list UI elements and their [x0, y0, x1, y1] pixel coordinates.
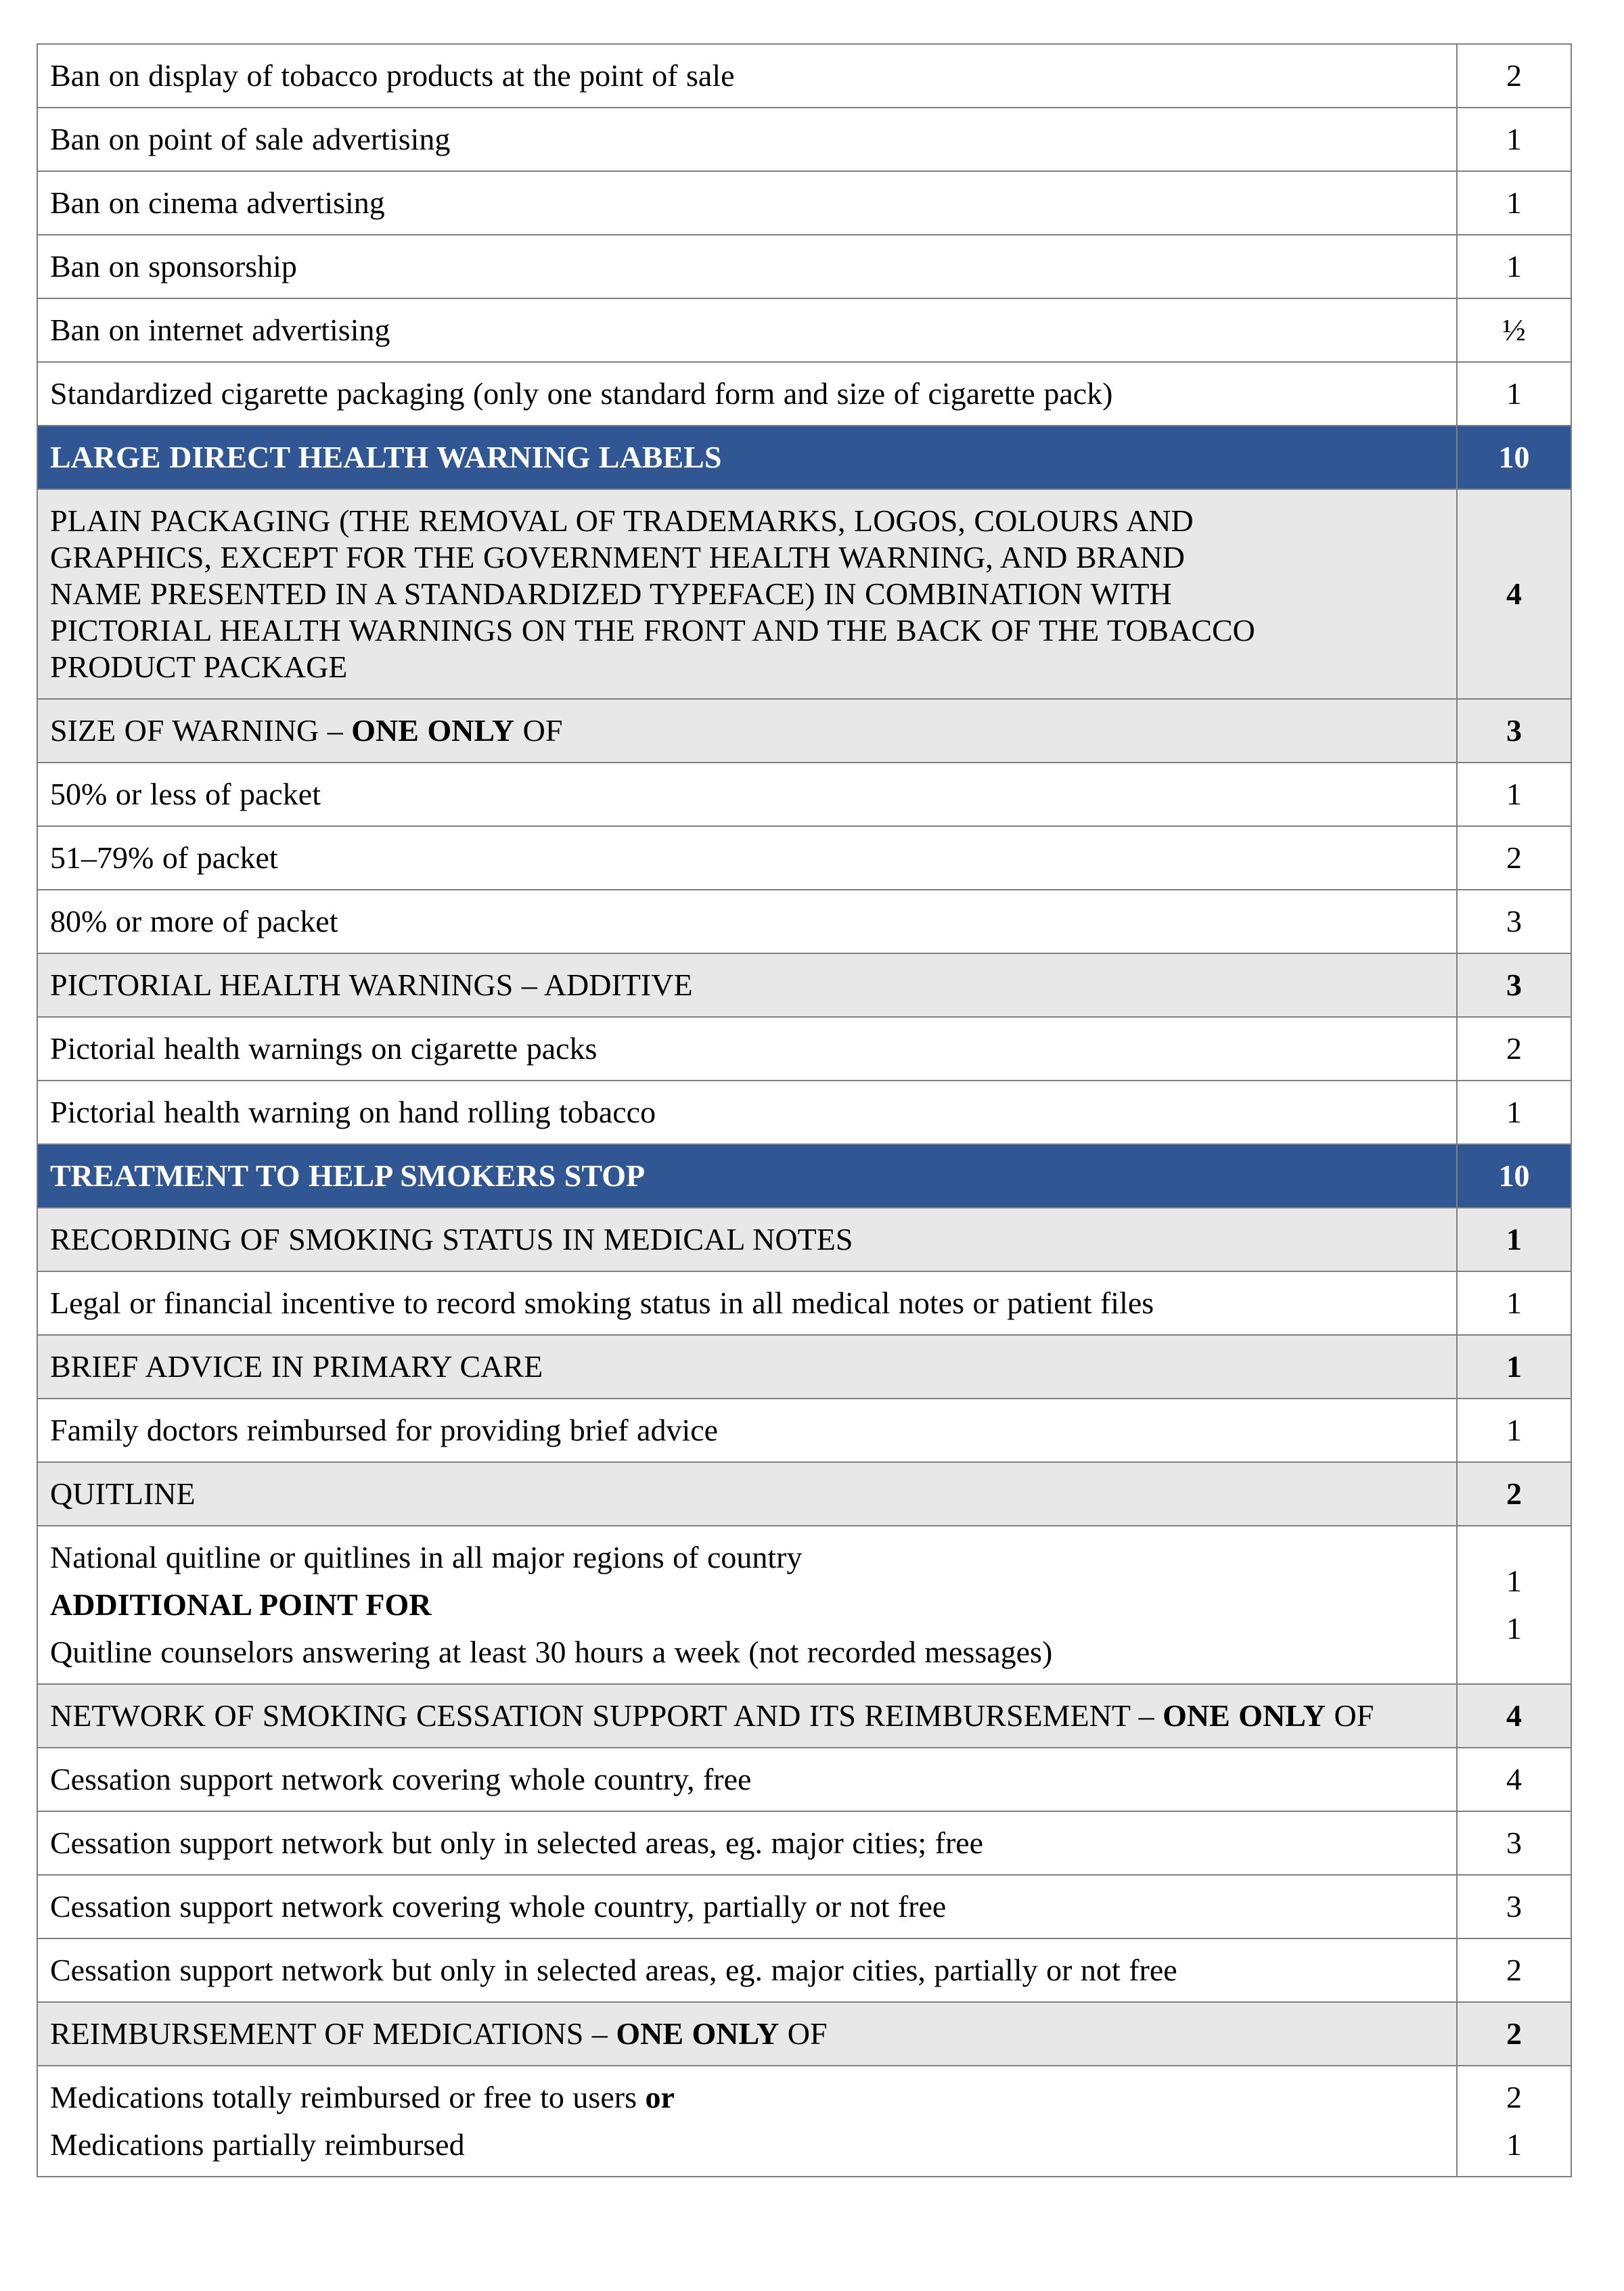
criterion-paragraph [50, 649, 1440, 685]
criterion-paragraph [50, 776, 1440, 813]
criterion-row [37, 1081, 1571, 1144]
points-value: 1 [1506, 1564, 1522, 1598]
score-table [37, 43, 1572, 2177]
text-segment: PLAIN PACKAGING (THE REMOVAL OF TRADEMARKS, LOGOS, COLOURS AND [50, 503, 1194, 538]
criterion-paragraph [50, 248, 1440, 285]
criterion-row [37, 44, 1571, 108]
criterion-row [37, 1875, 1571, 1938]
criterion-cell [37, 1144, 1457, 1208]
points-cell [1457, 1399, 1571, 1462]
criterion-paragraph [50, 58, 1440, 94]
criterion-row [37, 2066, 1571, 2177]
text-segment: Ban on display of tobacco products at the point of sale [50, 58, 735, 93]
points-cell [1457, 1335, 1571, 1399]
criterion-row [37, 1748, 1571, 1811]
subheading-row [37, 953, 1571, 1017]
criterion-cell [37, 1526, 1457, 1684]
points-cell [1457, 44, 1571, 108]
points-value: 4 [1506, 576, 1522, 611]
criterion-cell [37, 1335, 1457, 1399]
subheading-row [37, 2002, 1571, 2066]
text-segment: Standardized cigarette packaging (only one standard form and size of cigarette pack) [50, 376, 1113, 411]
points-value: 1 [1506, 376, 1522, 411]
points-value: 2 [1506, 2016, 1522, 2051]
criterion-cell [37, 1208, 1457, 1271]
criterion-paragraph [50, 1094, 1440, 1131]
text-segment: PRODUCT PACKAGE [50, 650, 348, 684]
points-value: 2 [1506, 1476, 1522, 1511]
criterion-cell [37, 1811, 1457, 1875]
points-cell [1457, 1462, 1571, 1526]
points-cell [1457, 826, 1571, 890]
text-segment: ONE ONLY [1163, 1698, 1326, 1733]
text-segment: RECORDING OF SMOKING STATUS IN MEDICAL NOTES [50, 1222, 853, 1256]
criterion-paragraph [50, 1761, 1440, 1798]
points-cell [1457, 699, 1571, 763]
criterion-paragraph [50, 712, 1440, 749]
criterion-paragraph [50, 840, 1440, 876]
points-value: 2 [1506, 2080, 1522, 2114]
points-cell [1457, 1017, 1571, 1081]
text-segment: PICTORIAL HEALTH WARNINGS – ADDITIVE [50, 968, 693, 1002]
table-body [37, 44, 1571, 2177]
subheading-row [37, 1335, 1571, 1399]
points-value: 1 [1506, 1095, 1522, 1129]
criterion-paragraph [50, 2016, 1440, 2052]
criterion-cell [37, 1399, 1457, 1462]
criterion-row [37, 1811, 1571, 1875]
points-value: 3 [1506, 968, 1522, 1002]
criterion-cell [37, 699, 1457, 763]
criterion-cell [37, 1081, 1457, 1144]
text-segment: 50% or less of packet [50, 777, 321, 811]
points-value: 1 [1506, 1286, 1522, 1320]
points-value: 3 [1506, 713, 1522, 748]
text-segment: Ban on internet advertising [50, 313, 390, 347]
text-segment: SIZE OF WARNING – [50, 713, 352, 748]
points-value: 4 [1506, 1698, 1522, 1733]
points-value: 1 [1506, 1349, 1522, 1384]
criterion-row [37, 763, 1571, 826]
points-cell [1457, 2066, 1571, 2177]
criterion-cell [37, 1271, 1457, 1335]
points-cell [1457, 1875, 1571, 1938]
points-cell [1457, 1144, 1571, 1208]
text-segment: QUITLINE [50, 1476, 196, 1511]
criterion-row [37, 1271, 1571, 1335]
criterion-paragraph [50, 1539, 1440, 1576]
criterion-cell [37, 1684, 1457, 1748]
points-value: 3 [1506, 1889, 1522, 1924]
criterion-cell [37, 298, 1457, 362]
points-value: 1 [1506, 2127, 1522, 2162]
text-segment: BRIEF ADVICE IN PRIMARY CARE [50, 1349, 543, 1384]
points-cell [1457, 362, 1571, 426]
text-segment: Family doctors reimbursed for providing brief advice [50, 1413, 719, 1447]
text-segment: Pictorial health warnings on cigarette packs [50, 1031, 597, 1066]
criterion-cell [37, 953, 1457, 1017]
criterion-cell [37, 362, 1457, 426]
text-segment: OF [514, 713, 563, 748]
points-cell [1457, 1208, 1571, 1271]
text-segment: NAME PRESENTED IN A STANDARDIZED TYPEFACE) IN COMBINATION WITH [50, 576, 1172, 611]
criterion-cell [37, 44, 1457, 108]
criterion-row [37, 235, 1571, 298]
criterion-row [37, 108, 1571, 171]
criterion-row [37, 890, 1571, 953]
criterion-cell [37, 235, 1457, 298]
text-segment: GRAPHICS, EXCEPT FOR THE GOVERNMENT HEALTH WARNING, AND BRAND [50, 540, 1185, 574]
criterion-row [37, 171, 1571, 235]
subheading-row [37, 1462, 1571, 1526]
points-value: 1 [1506, 777, 1522, 811]
criterion-paragraph [50, 1476, 1440, 1512]
text-segment: Pictorial health warning on hand rolling tobacco [50, 1095, 656, 1129]
criterion-row [37, 1526, 1571, 1684]
criterion-paragraph [50, 539, 1440, 576]
criterion-paragraph [50, 1348, 1440, 1385]
points-value: 1 [1506, 1222, 1522, 1256]
points-value: 1 [1506, 1413, 1522, 1447]
points-cell [1457, 1271, 1571, 1335]
criterion-paragraph [50, 312, 1440, 348]
points-cell [1457, 953, 1571, 1017]
text-segment: Legal or financial incentive to record smoking status in all medical notes or patient files [50, 1286, 1154, 1320]
criterion-cell [37, 890, 1457, 953]
criterion-row [37, 1938, 1571, 2002]
criterion-paragraph [50, 376, 1440, 412]
criterion-row [37, 1399, 1571, 1462]
text-segment: TREATMENT TO HELP SMOKERS STOP [50, 1158, 646, 1193]
points-cell [1457, 1526, 1571, 1684]
points-cell [1457, 1081, 1571, 1144]
points-value: 3 [1506, 1825, 1522, 1860]
points-cell [1457, 171, 1571, 235]
points-cell [1457, 763, 1571, 826]
points-value: 1 [1506, 185, 1522, 220]
criterion-paragraph [50, 1587, 1440, 1623]
text-segment: PICTORIAL HEALTH WARNINGS ON THE FRONT AND THE BACK OF THE TOBACCO [50, 613, 1255, 648]
text-segment: NETWORK OF SMOKING CESSATION SUPPORT AND ITS REIMBURSEMENT – [50, 1698, 1163, 1733]
criterion-row [37, 298, 1571, 362]
criterion-paragraph [50, 185, 1440, 221]
text-segment: 80% or more of packet [50, 904, 338, 938]
criterion-paragraph [50, 121, 1440, 158]
points-value: 2 [1506, 1953, 1522, 1987]
subheading-row [37, 699, 1571, 763]
text-segment: or [645, 2080, 675, 2114]
points-cell [1457, 1684, 1571, 1748]
criterion-paragraph [50, 1221, 1440, 1258]
points-value: 2 [1506, 1031, 1522, 1066]
points-cell [1457, 2002, 1571, 2066]
points-value: 3 [1506, 904, 1522, 938]
criterion-paragraph [50, 503, 1440, 539]
criterion-cell [37, 826, 1457, 890]
points-cell [1457, 890, 1571, 953]
text-segment: Quitline counselors answering at least 30 hours a week (not recorded messages) [50, 1635, 1053, 1669]
criterion-paragraph [50, 2127, 1440, 2163]
text-segment: Ban on point of sale advertising [50, 122, 451, 156]
points-value: 1 [1506, 249, 1522, 283]
points-cell [1457, 108, 1571, 171]
points-value: ½ [1502, 313, 1526, 347]
criterion-cell [37, 489, 1457, 699]
text-segment: REIMBURSEMENT OF MEDICATIONS – [50, 2016, 616, 2051]
points-value: 2 [1506, 840, 1522, 875]
criterion-paragraph [50, 1285, 1440, 1321]
criterion-row [37, 1017, 1571, 1081]
criterion-cell [37, 426, 1457, 489]
subheading-row [37, 489, 1571, 699]
criterion-cell [37, 1748, 1457, 1811]
criterion-cell [37, 2002, 1457, 2066]
criterion-paragraph [50, 1698, 1440, 1734]
points-value: 1 [1506, 122, 1522, 156]
points-value: 10 [1498, 440, 1530, 474]
text-segment: Medications partially reimbursed [50, 2127, 465, 2162]
text-segment: ADDITIONAL POINT FOR [50, 1587, 432, 1622]
section-header-row [37, 426, 1571, 489]
criterion-cell [37, 1938, 1457, 2002]
criterion-row [37, 826, 1571, 890]
criterion-cell [37, 171, 1457, 235]
criterion-paragraph [50, 1158, 1440, 1194]
text-segment: Cessation support network but only in selected areas, eg. major cities, partially or not free [50, 1953, 1177, 1987]
points-cell [1457, 1748, 1571, 1811]
text-segment: LARGE DIRECT HEALTH WARNING LABELS [50, 440, 722, 474]
text-segment: Medications totally reimbursed or free to users [50, 2080, 646, 2114]
points-value: 2 [1506, 58, 1522, 93]
text-segment: National quitline or quitlines in all major regions of country [50, 1540, 803, 1574]
criterion-paragraph [50, 612, 1440, 649]
points-cell [1457, 235, 1571, 298]
text-segment: Cessation support network covering whole country, free [50, 1762, 752, 1796]
criterion-paragraph [50, 576, 1440, 612]
text-segment: 51–79% of packet [50, 840, 278, 875]
subheading-row [37, 1208, 1571, 1271]
text-segment: Ban on sponsorship [50, 249, 297, 283]
text-segment: ONE ONLY [351, 713, 515, 748]
points-cell [1457, 1938, 1571, 2002]
criterion-cell [37, 1017, 1457, 1081]
text-segment: OF [779, 2016, 828, 2051]
text-segment: ONE ONLY [616, 2016, 780, 2051]
criterion-cell [37, 2066, 1457, 2177]
points-cell [1457, 1811, 1571, 1875]
criterion-cell [37, 1875, 1457, 1938]
criterion-paragraph [50, 1412, 1440, 1449]
criterion-paragraph [50, 1952, 1440, 1989]
criterion-paragraph [50, 1888, 1440, 1925]
criterion-cell [37, 108, 1457, 171]
criterion-paragraph [50, 439, 1440, 476]
criterion-paragraph [50, 1634, 1440, 1671]
points-value: 4 [1506, 1762, 1522, 1796]
points-value: 1 [1506, 1611, 1522, 1646]
points-cell [1457, 426, 1571, 489]
points-value: 10 [1498, 1158, 1530, 1193]
text-segment: OF [1326, 1698, 1374, 1733]
criterion-paragraph [50, 2079, 1440, 2116]
criterion-paragraph [50, 903, 1440, 940]
criterion-paragraph [50, 1825, 1440, 1861]
text-segment: Ban on cinema advertising [50, 185, 385, 220]
criterion-paragraph [50, 1030, 1440, 1067]
criterion-row [37, 362, 1571, 426]
criterion-cell [37, 1462, 1457, 1526]
points-cell [1457, 298, 1571, 362]
criterion-paragraph [50, 967, 1440, 1003]
criterion-cell [37, 763, 1457, 826]
text-segment: Cessation support network covering whole country, partially or not free [50, 1889, 947, 1924]
section-header-row [37, 1144, 1571, 1208]
points-cell [1457, 489, 1571, 699]
subheading-row [37, 1684, 1571, 1748]
text-segment: Cessation support network but only in selected areas, eg. major cities; free [50, 1825, 984, 1860]
